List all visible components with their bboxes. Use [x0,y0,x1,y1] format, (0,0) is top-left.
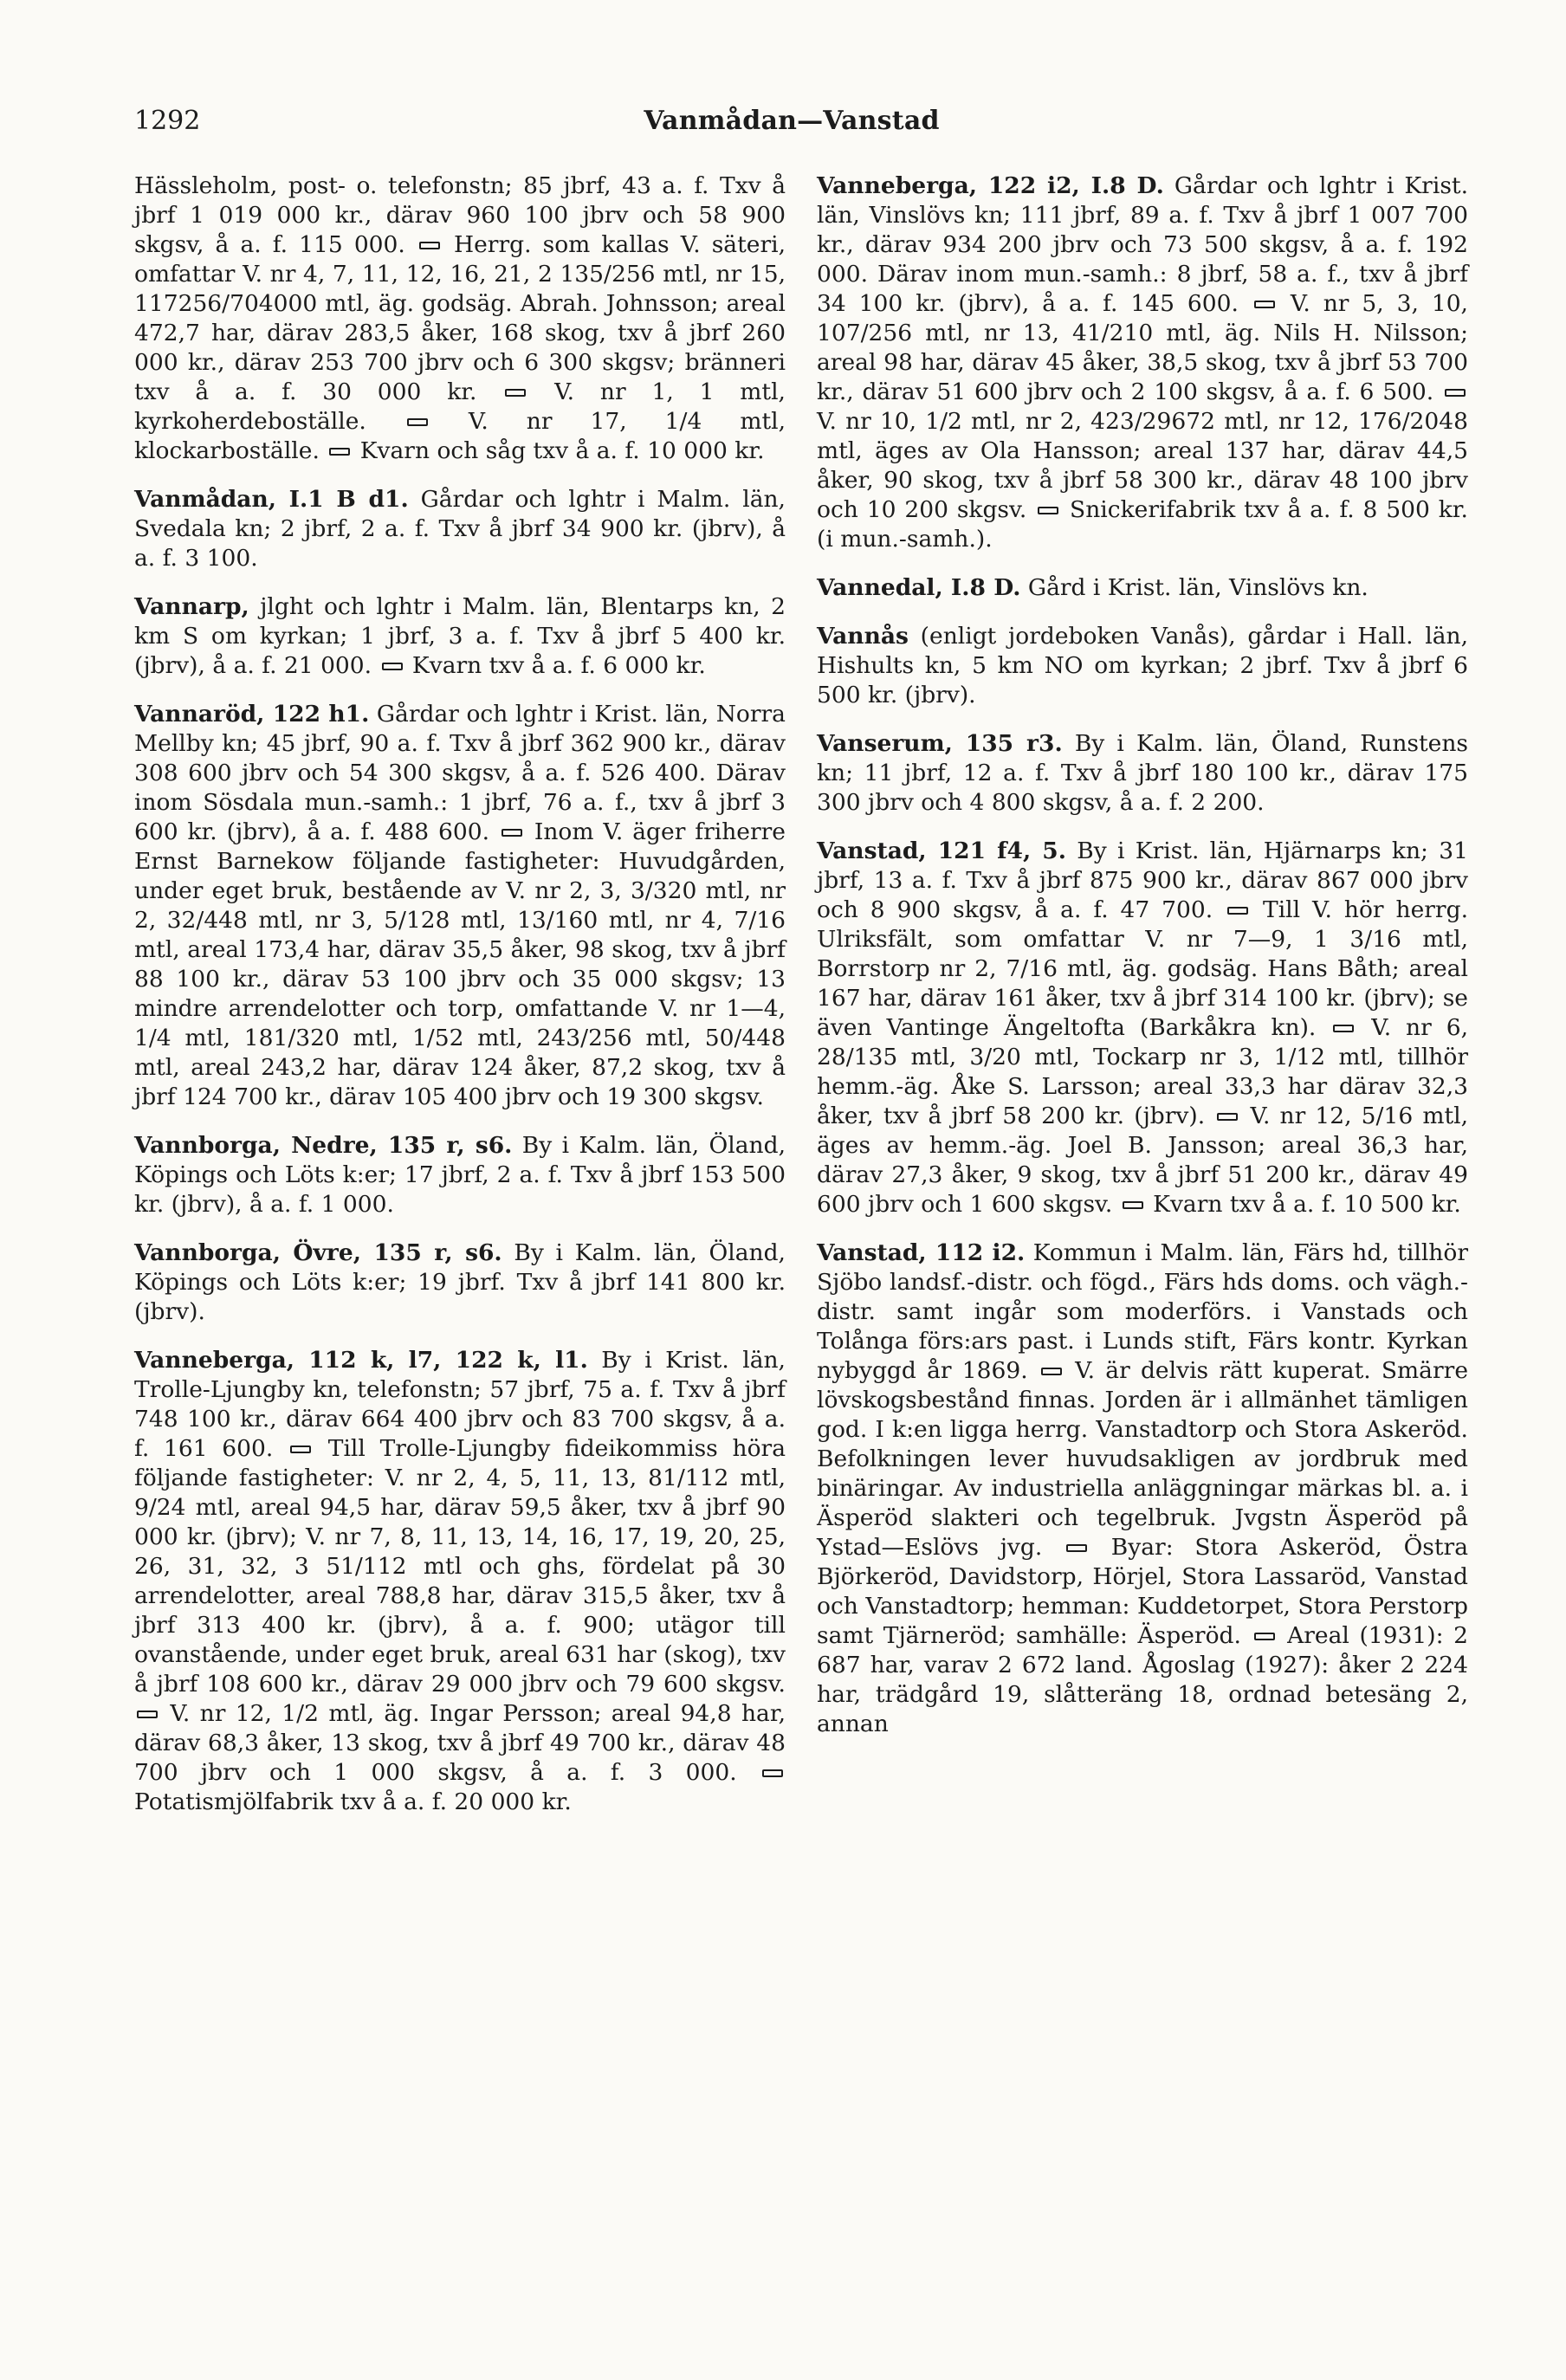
entry-text: V. nr 1, 1 mtl, kyrkoherdeboställe. [134,378,786,435]
entry-headword: Vannborga, Övre, 135 r, s6. [134,1239,502,1266]
running-head: Vanmådan—Vanstad [644,106,940,136]
dictionary-entry [817,1239,1468,1739]
entry-headword: Vanmådan, I.1 B d1. [134,486,409,513]
entry-text: Snickerifabrik txv å a. f. 8 500 kr. (i mun.-samh.). [817,496,1468,553]
entry-text: V. nr 10, 1/2 mtl, nr 2, 423/29672 mtl, nr 12, 176/2048 mtl, äges av Ola Hansson; areal 137 har, därav 44,5 åker, 90 skog, txv å jbrf 58 300 kr., därav 48 100 jbrv och 10 200 skgsv. [817,408,1468,523]
dictionary-entry [134,1346,786,1817]
section-separator-icon [762,1769,783,1777]
dictionary-entry [817,573,1468,603]
section-separator-icon [1041,1368,1062,1375]
section-separator-icon [1254,301,1275,308]
dictionary-entry [817,171,1468,554]
dictionary-entry [134,171,786,466]
dictionary-entry [817,837,1468,1219]
section-separator-icon [1227,907,1248,915]
section-separator-icon [407,418,428,426]
entry-text: By i Kalm. län, Öland, Köpings och Löts k:er; 17 jbrf, 2 a. f. Txv å jbrf 153 500 kr. (jbrv), å a. f. 1 000. [134,1132,786,1218]
entry-text: By i Krist. län, Hjärnarps kn; 31 jbrf, 13 a. f. Txv å jbrf 875 900 kr., därav 867 000 jbrv och 8 900 skgsv, å a. f. 47 700. [817,838,1468,923]
entry-headword: Vanneberga, 112 k, l7, 122 k, l1. [134,1347,588,1374]
section-separator-icon [1038,507,1058,514]
entry-text: Kvarn txv å a. f. 6 000 kr. [404,652,706,679]
dictionary-entry [134,700,786,1112]
entry-text: Kvarn txv å a. f. 10 500 kr. [1145,1191,1461,1218]
entry-text: Gårdar och lghtr i Malm. län, Svedala kn; 2 jbrf, 2 a. f. Txv å jbrf 34 900 kr. (jbrv), å a. f. 3 100. [134,486,786,572]
section-separator-icon [137,1711,158,1718]
page-header [134,106,1449,149]
entry-text: Till Trolle-Ljungby fideikommiss höra följande fastigheter: V. nr 2, 4, 5, 11, 13, 81/112 mtl, 9/24 mtl, areal 94,5 har, därav 59,5 åker, txv å jbrf 90 000 kr. (jbrv); V. nr 7, 8, 11, 13, 14, 16, 17, 19, 20, 25, 26, 31, 32, 3 51/112 mtl och ghs, fördelat på 30 arrendelotter, areal 788,8 har, därav 315,5 åker, txv å jbrf 313 400 kr. (jbrv), å a. f. 900; utägor till ovanstående, under eget bruk, areal 631 har (skog), txv å jbrf 108 600 kr., därav 29 000 jbrv och 79 600 skgsv. [134,1435,786,1698]
entry-text: V. nr 5, 3, 10, 107/256 mtl, nr 13, 41/210 mtl, äg. Nils H. Nilsson; areal 98 har, därav 45 åker, 38,5 skog, txv å jbrf 53 700 kr., därav 51 600 jbrv och 2 100 skgsv, å a. f. 6 500. [817,290,1468,405]
entry-text: Kvarn och såg txv å a. f. 10 000 kr. [353,437,765,464]
entry-text: V. nr 12, 5/16 mtl, äges av hemm.-äg. Joel B. Jansson; areal 36,3 har, därav 27,3 åker, 9 skog, txv å jbrf 51 200 kr., därav 49 600 jbrv och 1 600 skgsv. [817,1103,1468,1218]
section-separator-icon [419,242,440,249]
section-separator-icon [382,663,403,670]
entry-headword: Vannås [817,623,909,650]
entry-headword: Vannborga, Nedre, 135 r, s6. [134,1132,513,1159]
entry-text: Gårdar och lghtr i Krist. län, Vinslövs kn; 111 jbrf, 89 a. f. Txv å jbrf 1 007 700 kr., därav 934 200 jbrv och 73 500 skgsv, å a. f. 192 000. Därav inom mun.-samh.: 8 jbrf, 58 a. f., txv å jbrf 34 100 kr. (jbrv), å a. f. 145 600. [817,172,1468,317]
section-separator-icon [502,829,522,837]
entry-headword: Vannaröd, 122 h1. [134,701,370,728]
entry-text: Kommun i Malm. län, Färs hd, tillhör Sjöbo landsf.-distr. och fögd., Färs hds doms. och vägh.-distr. samt ingår som moderförs. i Vanstads och Tolånga förs:ars past. i Lunds stift, Färs kontr. Kyrkan nybyggd år 1869. [817,1239,1468,1384]
left-column [134,171,786,1836]
entry-text: jlght och lghtr i Malm. län, Blentarps kn, 2 km S om kyrkan; 1 jbrf, 3 a. f. Txv å jbrf 5 400 kr. (jbrv), å a. f. 21 000. [134,593,786,679]
entry-text: Areal (1931): 2 687 har, varav 2 672 land. Ågoslag (1927): åker 2 224 har, trädgård 19, slåtteräng 18, ordnad betesäng 2, annan [817,1622,1468,1737]
section-separator-icon [1333,1025,1354,1032]
right-column [817,171,1468,1758]
dictionary-entry [134,485,786,573]
dictionary-entry [134,1239,786,1327]
entry-text: Hässleholm, post- o. telefonstn; 85 jbrf, 43 a. f. Txv å jbrf 1 019 000 kr., därav 960 100 jbrv och 58 900 skgsv, å a. f. 115 000. [134,172,786,258]
entry-text: V. nr 17, 1/4 mtl, klockarboställe. [134,408,786,464]
entry-text: V. nr 6, 28/135 mtl, 3/20 mtl, Tockarp nr 3, 1/12 mtl, tillhör hemm.-äg. Åke S. Larsson; areal 33,3 har därav 32,3 åker, txv å jbrf 58 200 kr. (jbrv). [817,1014,1468,1129]
entry-text: Potatismjölfabrik txv å a. f. 20 000 kr. [134,1788,572,1815]
entry-text: Byar: Stora Askeröd, Östra Björkeröd, Davidstorp, Hörjel, Stora Lassaröd, Vanstad och Vanstadtorp; hemman: Kuddetorpet, Stora Perstorp samt Tjärneröd; samhälle: Äsperöd. [817,1534,1469,1649]
entry-text: By i Krist. län, Trolle-Ljungby kn, telefonstn; 57 jbrf, 75 a. f. Txv å jbrf 748 100 kr., därav 664 400 jbrv och 83 700 skgsv, å a. f. 161 600. [134,1347,786,1462]
section-separator-icon [505,389,526,397]
entry-headword: Vannarp, [134,593,249,620]
entry-text: Herrg. som kallas V. säteri, omfattar V. nr 4, 7, 11, 12, 16, 21, 2 135/256 mtl, nr 15, 117256/704000 mtl, äg. godsäg. Abrah. Johnsson; areal 472,7 har, därav 283,5 åker, 168 skog, txv å jbrf 260 000 kr., därav 253 700 jbrv och 6 300 skgsv; bränneri txv å a. f. 30 000 kr. [134,231,786,405]
section-separator-icon [329,448,350,456]
dictionary-entry [134,592,786,681]
entry-text: Inom V. äger friherre Ernst Barnekow följande fastigheter: Huvudgården, under eget bruk, bestående av V. nr 2, 3, 3/320 mtl, nr 2, 32/448 mtl, nr 3, 5/128 mtl, 13/160 mtl, nr 4, 7/16 mtl, areal 173,4 har, därav 35,5 åker, 98 skog, txv å jbrf 88 100 kr., därav 53 100 jbrv och 35 000 skgsv; 13 mindre arrendelotter och torp, omfattande V. nr 1—4, 1/4 mtl, 181/320 mtl, 1/52 mtl, 243/256 mtl, 50/448 mtl, areal 243,2 har, därav 124 åker, 87,2 skog, txv å jbrf 124 700 kr., därav 105 400 jbrv och 19 300 skgsv. [134,818,786,1110]
entry-text: V. är delvis rätt kuperat. Smärre lövskogsbestånd finnas. Jorden är i allmänhet tämligen god. I k:en ligga herrg. Vanstadtorp och Stora Askeröd. Befolkningen lever huvudsakligen av jordbruk med binäringar. Av industriella anläggningar märkas bl. a. i Äsperöd slakteri och tegelbruk. Jvgstn Äsperöd på Ystad—Eslövs jvg. [817,1357,1469,1561]
section-separator-icon [1123,1201,1143,1209]
dictionary-entry [817,622,1468,710]
entry-text: By i Kalm. län, Öland, Köpings och Löts k:er; 19 jbrf. Txv å jbrf 141 800 kr. (jbrv). [134,1239,786,1325]
entry-headword: Vanstad, 112 i2. [817,1239,1026,1266]
entry-text: (enligt jordeboken Vanås), gårdar i Hall. län, Hishults kn, 5 km NO om kyrkan; 2 jbrf. Txv å jbrf 6 500 kr. (jbrv). [817,623,1468,708]
entry-text: By i Kalm. län, Öland, Runstens kn; 11 jbrf, 12 a. f. Txv å jbrf 180 100 kr., därav 175 300 jbrv och 4 800 skgsv, å a. f. 2 200. [817,730,1468,816]
entry-text: Gård i Krist. län, Vinslövs kn. [1027,574,1369,601]
entry-headword: Vanstad, 121 f4, 5. [817,838,1066,864]
dictionary-entry [817,729,1468,818]
entry-text: Till V. hör herrg. Ulriksfält, som omfattar V. nr 7—9, 1 3/16 mtl, Borrstorp nr 2, 7/16 mtl, äg. godsäg. Hans Båth; areal 167 har, därav 161 åker, txv å jbrf 314 100 kr. (jbrv); se även Vantinge Ängeltofta (Barkåkra kn). [817,896,1468,1041]
section-separator-icon [290,1445,311,1453]
entry-text: Gårdar och lghtr i Krist. län, Norra Mellby kn; 45 jbrf, 90 a. f. Txv å jbrf 362 900 kr., därav 308 600 jbrv och 54 300 skgsv, å a. f. 526 400. Därav inom Sösdala mun.-samh.: 1 jbrf, 76 a. f., txv å jbrf 3 600 kr. (jbrv), å a. f. 488 600. [134,701,786,845]
section-separator-icon [1445,389,1466,397]
page-number: 1292 [134,106,201,136]
entry-text: V. nr 12, 1/2 mtl, äg. Ingar Persson; areal 94,8 har, därav 68,3 åker, 13 skog, txv å jbrf 49 700 kr., därav 48 700 jbrv och 1 000 skgsv, å a. f. 3 000. [134,1700,786,1786]
section-separator-icon [1066,1544,1087,1552]
section-separator-icon [1217,1113,1238,1121]
entry-headword: Vanneberga, 122 i2, I.8 D. [817,172,1164,199]
entry-headword: Vanserum, 135 r3. [817,730,1063,757]
section-separator-icon [1254,1633,1275,1640]
entry-headword: Vannedal, I.8 D. [817,574,1021,601]
dictionary-entry [134,1131,786,1219]
